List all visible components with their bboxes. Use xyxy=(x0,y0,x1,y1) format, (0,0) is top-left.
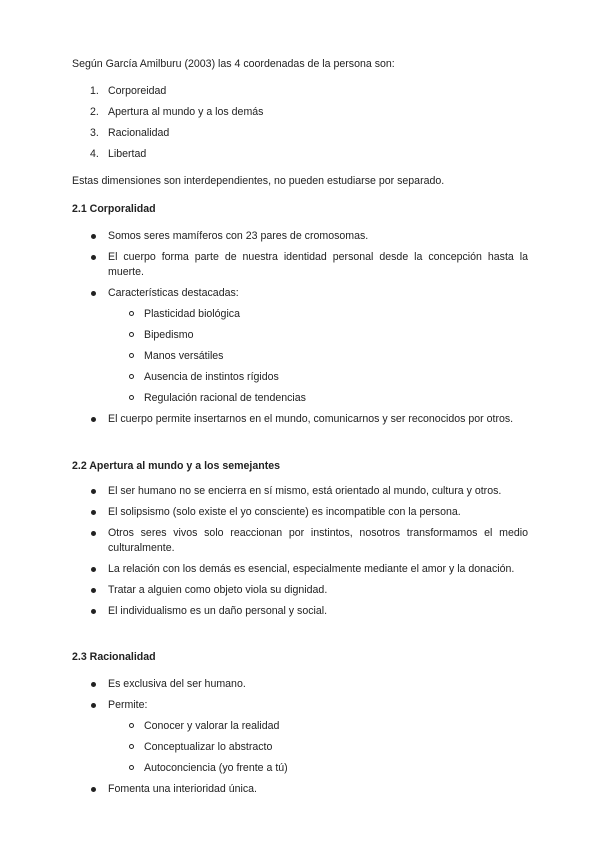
hollow-bullet-icon xyxy=(129,311,134,316)
list-item: Fomenta una interioridad única. xyxy=(72,782,528,797)
list-item: El solipsismo (solo existe el yo consciente) es incompatible con la persona. xyxy=(72,505,528,520)
corporalidad-list xyxy=(72,229,528,433)
permite-sublist xyxy=(108,719,528,776)
sublist-item: Conceptualizar lo abstracto xyxy=(108,740,528,755)
bullet-icon xyxy=(91,682,96,687)
list-item: La relación con los demás es esencial, especialmente mediante el amor y la donación. xyxy=(72,562,528,577)
sublist-item: Plasticidad biológica xyxy=(108,307,528,322)
hollow-bullet-icon xyxy=(129,765,134,770)
list-item: El ser humano no se encierra en sí mismo, está orientado al mundo, cultura y otros. xyxy=(72,484,528,499)
intro-paragraph: Según García Amilburu (2003) las 4 coordenadas de la persona son: xyxy=(72,58,395,70)
bullet-icon xyxy=(91,417,96,422)
list-item: El cuerpo permite insertarnos en el mundo, comunicarnos y ser reconocidos por otros. xyxy=(72,412,528,427)
list-item: Somos seres mamíferos con 23 pares de cromosomas. xyxy=(72,229,528,244)
section-heading-2-1: 2.1 Corporalidad xyxy=(72,203,156,215)
bullet-icon xyxy=(91,489,96,494)
list-item: El cuerpo forma parte de nuestra identidad personal desde la concepción hasta la muerte. xyxy=(72,250,528,280)
section-heading-2-2: 2.2 Apertura al mundo y a los semejantes xyxy=(72,460,281,472)
characteristics-sublist xyxy=(108,307,528,406)
racionalidad-list xyxy=(72,677,528,803)
apertura-list xyxy=(72,484,528,625)
sublist-item: Regulación racional de tendencias xyxy=(108,391,528,406)
section-heading-2-3: 2.3 Racionalidad xyxy=(72,651,156,663)
bullet-icon xyxy=(91,234,96,239)
list-item: Características destacadas: Plasticidad biológica Bipedismo Manos versátiles Ausencia de instintos rígidos Regulación racional de tendencias xyxy=(72,286,528,406)
hollow-bullet-icon xyxy=(129,723,134,728)
sublist-item: Autoconciencia (yo frente a tú) xyxy=(108,761,528,776)
hollow-bullet-icon xyxy=(129,374,134,379)
list-item: Tratar a alguien como objeto viola su dignidad. xyxy=(72,583,528,598)
list-item: Permite: Conocer y valorar la realidad Conceptualizar lo abstracto Autoconciencia (yo frente a tú) xyxy=(72,698,528,776)
sublist-item: Ausencia de instintos rígidos xyxy=(108,370,528,385)
bullet-icon xyxy=(91,255,96,260)
hollow-bullet-icon xyxy=(129,744,134,749)
hollow-bullet-icon xyxy=(129,332,134,337)
list-item: El individualismo es un daño personal y social. xyxy=(72,604,528,619)
bullet-icon xyxy=(91,567,96,572)
hollow-bullet-icon xyxy=(129,395,134,400)
hollow-bullet-icon xyxy=(129,353,134,358)
sublist-item: Bipedismo xyxy=(108,328,528,343)
list-item: 4. Libertad xyxy=(90,148,147,160)
coordinates-list xyxy=(72,84,528,168)
bullet-icon xyxy=(91,609,96,614)
sublist-item: Conocer y valorar la realidad xyxy=(108,719,528,734)
bullet-icon xyxy=(91,787,96,792)
bullet-icon xyxy=(91,588,96,593)
interdependence-paragraph: Estas dimensiones son interdependientes, no pueden estudiarse por separado. xyxy=(72,175,445,187)
bullet-icon xyxy=(91,703,96,708)
bullet-icon xyxy=(91,531,96,536)
list-item: Es exclusiva del ser humano. xyxy=(72,677,528,692)
list-item: 1. Corporeidad xyxy=(90,85,167,97)
bullet-icon xyxy=(91,510,96,515)
list-item: 3. Racionalidad xyxy=(90,127,170,139)
list-item: 2. Apertura al mundo y a los demás xyxy=(90,106,264,118)
bullet-icon xyxy=(91,291,96,296)
sublist-item: Manos versátiles xyxy=(108,349,528,364)
list-item: Otros seres vivos solo reaccionan por instintos, nosotros transformamos el medio culturalmente. xyxy=(72,526,528,556)
